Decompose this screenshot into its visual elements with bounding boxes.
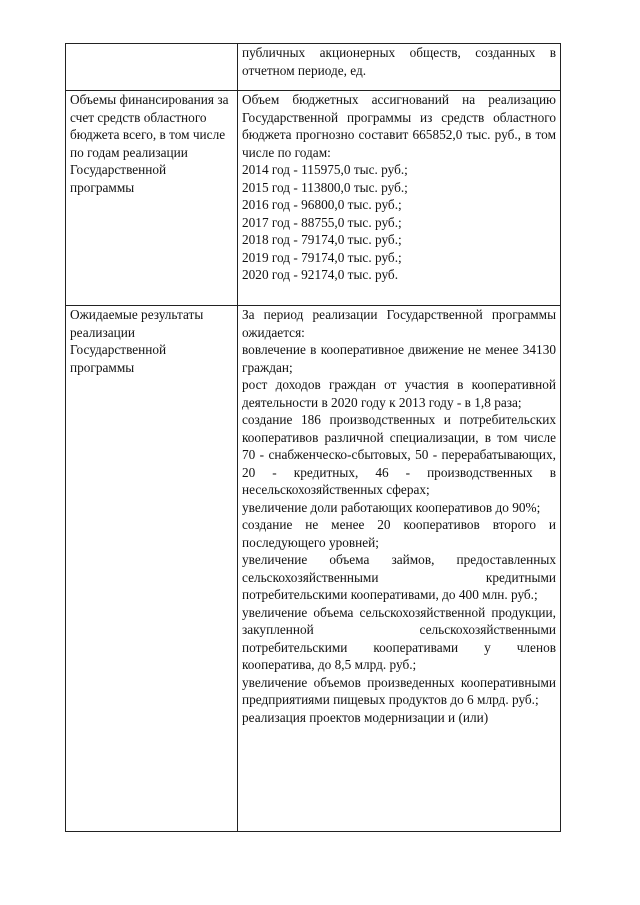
paragraph: За период реализации Государственной программы ожидается: <box>242 307 556 340</box>
paragraph: увеличение объема сельскохозяйственной продукции, закупленной сельскохозяйственными потребительскими кооперативами у членов кооператива, до 8,5 млрд. руб.; <box>242 604 556 672</box>
program-passport-table <box>65 43 561 832</box>
paragraph: 2016 год - 96800,0 тыс. руб.; <box>242 197 402 212</box>
row-label: Ожидаемые результаты реализации Государственной программы <box>66 306 238 832</box>
paragraph: 2018 год - 79174,0 тыс. руб.; <box>242 232 402 247</box>
paragraph: 2014 год - 115975,0 тыс. руб.; <box>242 162 408 177</box>
paragraph: 2019 год - 79174,0 тыс. руб.; <box>242 249 402 265</box>
paragraph: создание не менее 20 кооперативов второго и последующего уровней; <box>242 517 556 550</box>
paragraph: реализация проектов модернизации и (или) <box>242 709 489 725</box>
row-content <box>238 91 561 306</box>
paragraph: 2015 год - 113800,0 тыс. руб.; <box>242 179 408 195</box>
paragraph: рост доходов граждан от участия в кооперативной деятельности в 2020 году к 2013 году - в 1,8 раза; <box>242 377 556 410</box>
paragraph: публичных акционерных обществ, созданных в отчетном периоде, ед. <box>242 45 556 78</box>
paragraph: вовлечение в кооперативное движение не менее 34130 граждан; <box>242 342 556 375</box>
paragraph: создание 186 производственных и потребительских кооперативов различной специализации, в том числе 70 - снабженческо-сбытовых, 50 - перерабатывающих, 20 - кредитных, 46 - производственных в несельскохозяйственных сферах; <box>242 412 556 497</box>
paragraph: увеличение объемов произведенных кооперативными предприятиями пищевых продуктов до 6 млрд. руб.; <box>242 674 556 707</box>
row-content <box>238 306 561 832</box>
paragraph: 2020 год - 92174,0 тыс. руб. <box>242 267 399 282</box>
paragraph: 2017 год - 88755,0 тыс. руб.; <box>242 214 402 230</box>
table-row <box>66 306 561 832</box>
paragraph: увеличение объема займов, предоставленных сельскохозяйственными кредитными потребительскими кооперативами, до 400 млн. руб.; <box>242 552 556 602</box>
row-label <box>66 44 238 91</box>
table-row <box>66 44 561 91</box>
row-label: Объемы финансирования за счет средств областного бюджета всего, в том числе по годам реализации Государственной программы <box>66 91 238 306</box>
paragraph: увеличение доли работающих кооперативов до 90%; <box>242 499 541 515</box>
row-content <box>238 44 561 91</box>
table-row <box>66 91 561 306</box>
paragraph: Объем бюджетных ассигнований на реализацию Государственной программы из средств областного бюджета прогнозно составит 665852,0 тыс. руб., в том числе по годам: <box>242 92 556 160</box>
